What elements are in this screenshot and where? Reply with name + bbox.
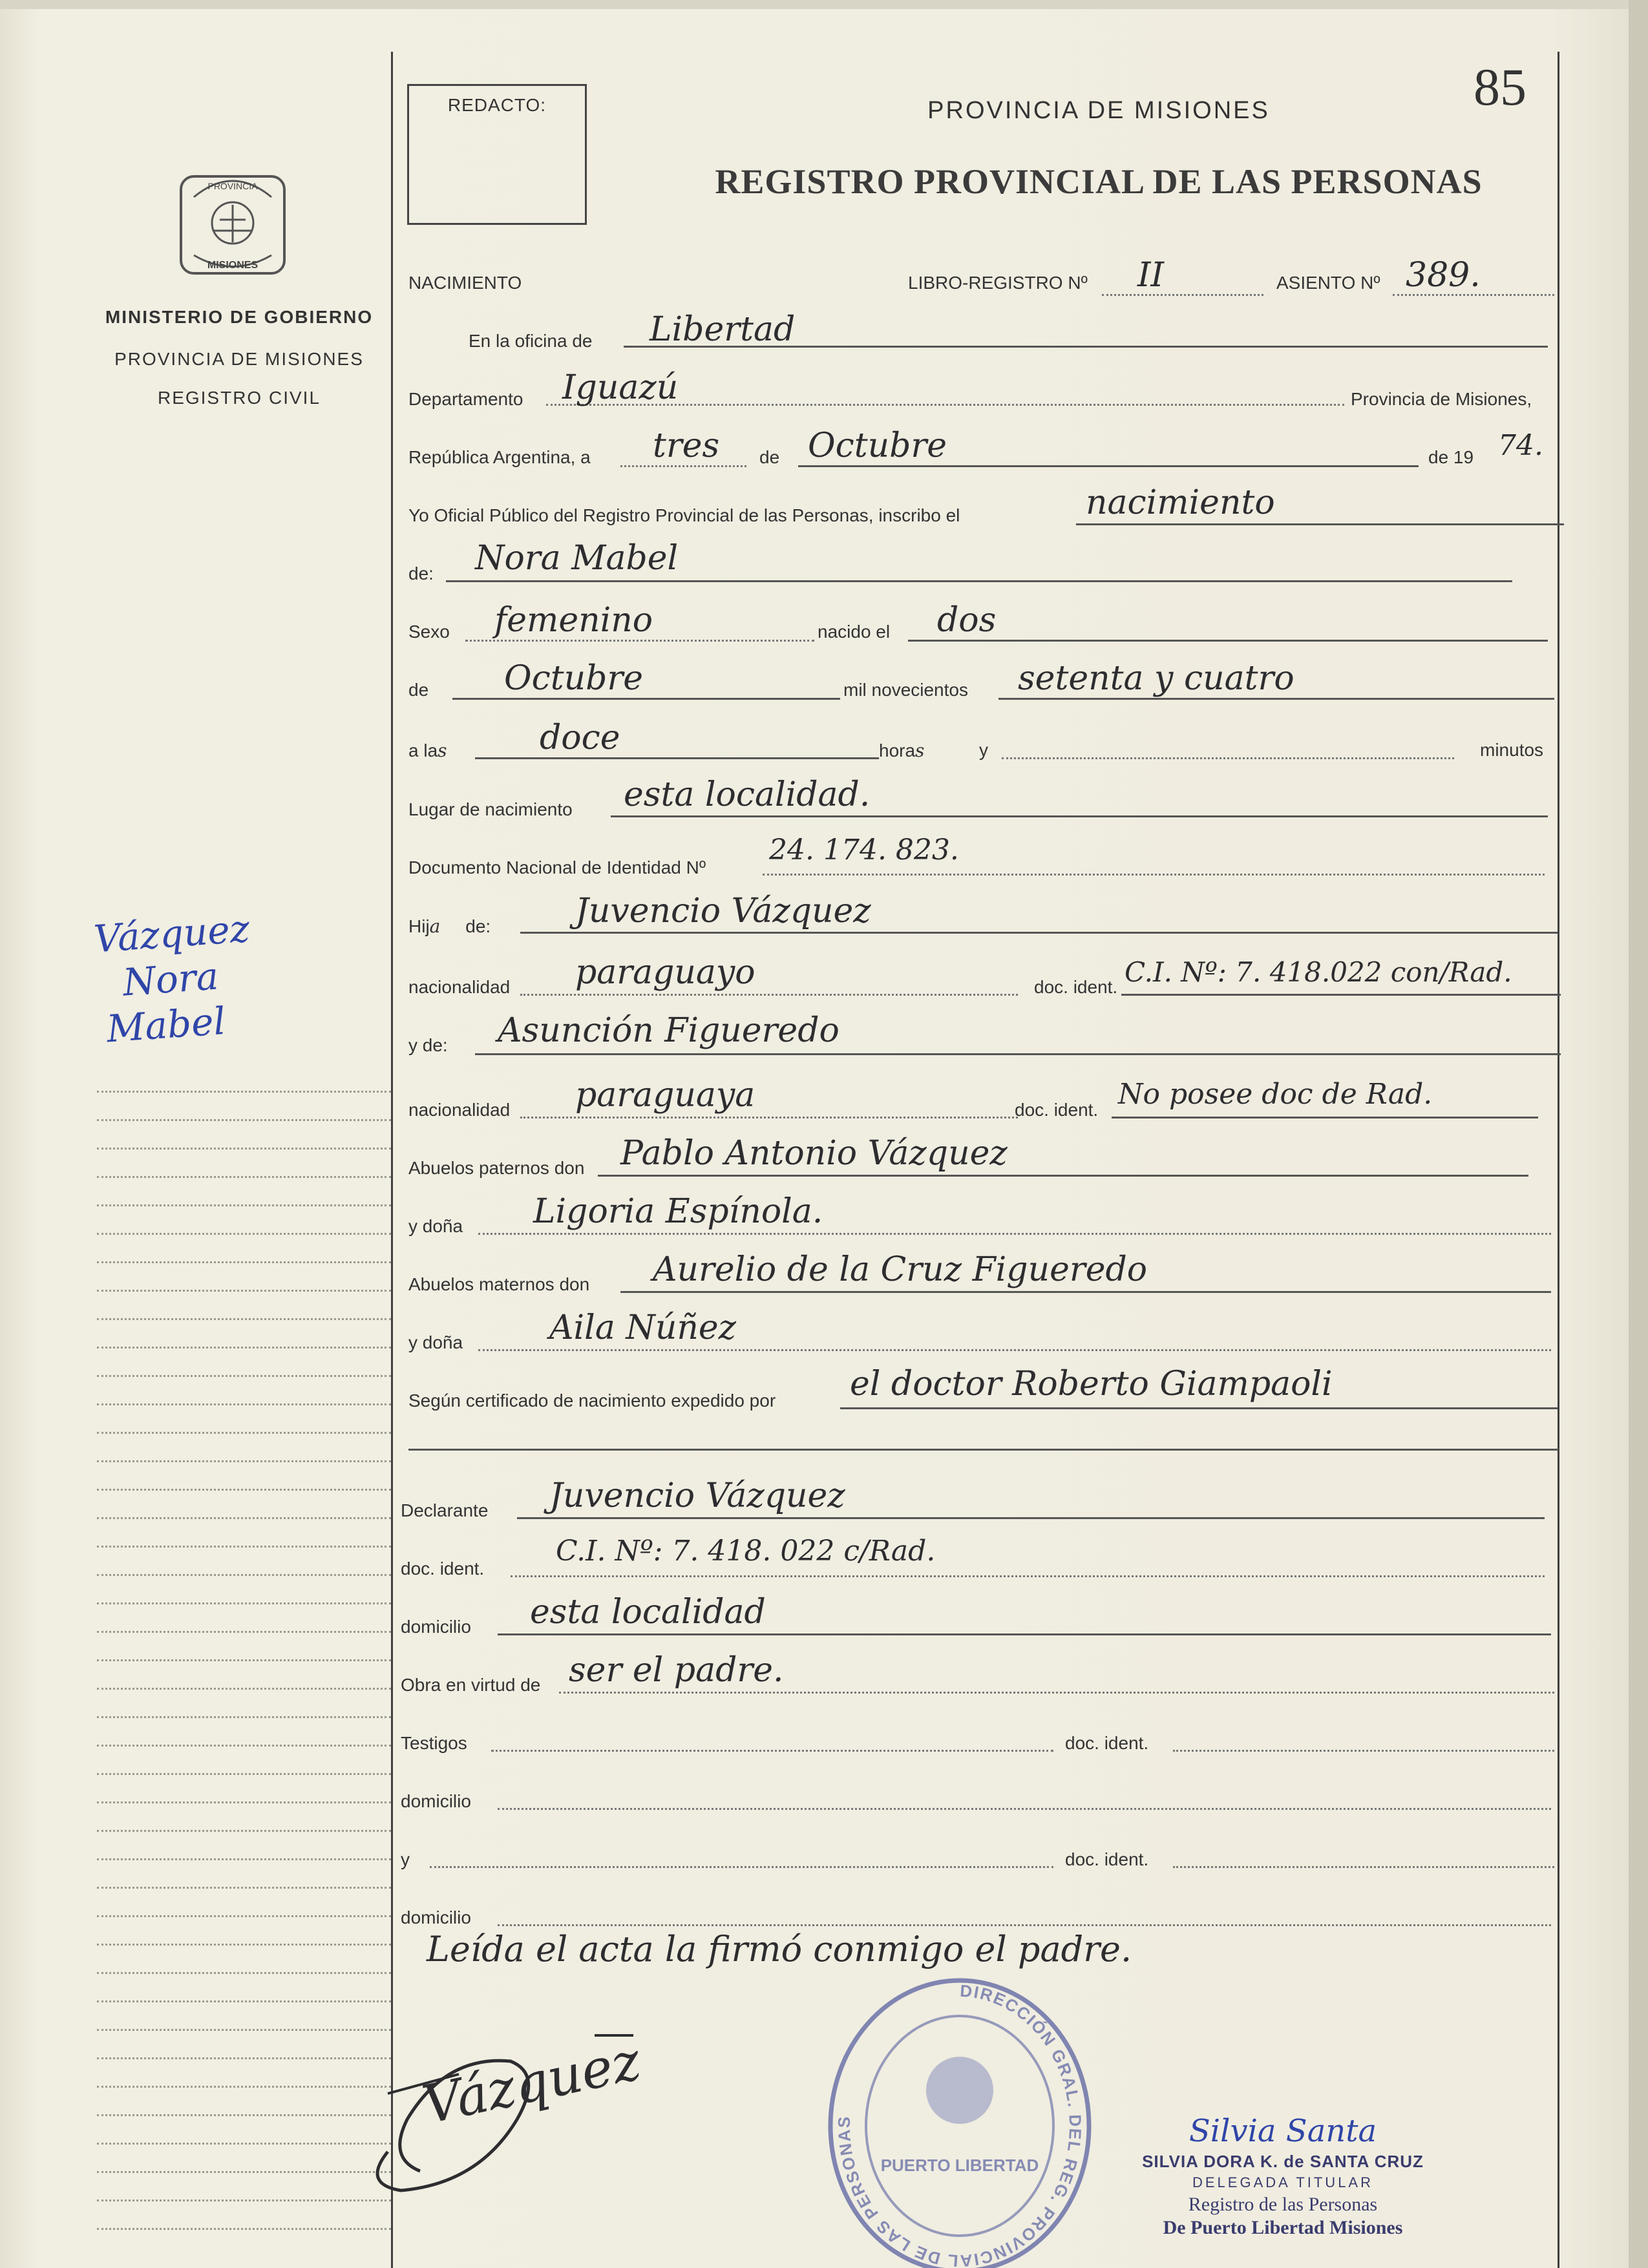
- left-column-rule: [391, 52, 393, 2268]
- margin-dotted-line: [97, 1119, 391, 1121]
- horas-suffix: s: [915, 740, 925, 761]
- nacido-label: nacido el: [818, 622, 891, 642]
- page-number: 85: [1474, 58, 1527, 116]
- left-province-label: PROVINCIA DE MISIONES: [114, 349, 364, 369]
- redacto-box: [407, 84, 587, 225]
- margin-dotted-line: [97, 1204, 391, 1206]
- y-de-label: y de:: [408, 1035, 448, 1055]
- margin-second-name: Mabel: [105, 998, 227, 1051]
- nombre-line: [446, 580, 1512, 582]
- abuela-pat-line: [478, 1233, 1551, 1235]
- padre-nac-value: paraguayo: [575, 953, 755, 992]
- closing-statement: Leída el acta la firmó conmigo el padre.: [427, 1929, 1132, 1969]
- registry-seal: [821, 1971, 1099, 2268]
- svg-text:DIRECCIÓN GRAL. DEL REG. PROVI: [834, 1981, 1085, 2268]
- margin-dotted-line: [97, 1290, 391, 1292]
- libro-value: II: [1137, 256, 1165, 295]
- testigo-domicilio-line: [498, 1808, 1551, 1810]
- nacido-line: [908, 640, 1548, 642]
- de-label: de: [759, 447, 780, 467]
- margin-surname: Vázquez: [92, 906, 251, 961]
- margin-dotted-line: [97, 2228, 391, 2230]
- seal-center-text: PUERTO LIBERTAD: [880, 2156, 1039, 2175]
- lugar-line: [611, 815, 1548, 817]
- madre-nac-line: [520, 1117, 1018, 1118]
- de-name-label: de:: [408, 563, 434, 583]
- registry-heading: REGISTRO PROVINCIAL DE LAS PERSONAS: [715, 162, 1483, 201]
- oficina-label: En la oficina de: [469, 331, 593, 351]
- madre-docident-label: doc. ident.: [1015, 1100, 1099, 1120]
- abuela-mat-value: Aila Núñez: [549, 1308, 736, 1347]
- hijo-prefix: Hij: [408, 916, 430, 936]
- certificado-value: el doctor Roberto Giampaoli: [850, 1365, 1333, 1403]
- abuela-mat-line: [478, 1349, 1551, 1351]
- a-la-text: a la: [408, 740, 438, 761]
- certificado-label: Según certificado de nacimiento expedido por: [408, 1391, 776, 1411]
- certificado-continuation-line: [408, 1449, 1559, 1451]
- decl-doc-value: C.I. Nº: 7. 418. 022 c/Rad.: [556, 1535, 936, 1568]
- margin-dotted-line: [97, 1944, 391, 1946]
- top-edge: [0, 0, 1648, 9]
- madre-doc-line: [1112, 1117, 1538, 1118]
- official-location: De Puerto Libertad Misiones: [1163, 2217, 1403, 2238]
- margin-dotted-line: [97, 1148, 391, 1150]
- y-label: y: [979, 740, 988, 760]
- margin-dotted-line: [97, 2029, 391, 2031]
- dia-line: [620, 465, 746, 467]
- y-dona-mat-label: y doña: [408, 1332, 463, 1352]
- abuelos-mat-label: Abuelos maternos don: [408, 1274, 590, 1294]
- declarante-label: Declarante: [401, 1500, 489, 1520]
- province-heading: PROVINCIA DE MISIONES: [927, 97, 1270, 124]
- departamento-value: Iguazú: [562, 368, 679, 407]
- right-column-rule: [1558, 52, 1559, 2268]
- hora-line: [475, 757, 879, 759]
- margin-dotted-line: [97, 1659, 391, 1661]
- horas-label: [879, 740, 924, 761]
- hijo-suffix: a: [429, 916, 441, 937]
- padre-doc-value: C.I. Nº: 7. 418.022 con/Rad.: [1125, 956, 1512, 988]
- margin-dotted-line: [97, 1887, 391, 1889]
- oficial-value: nacimiento: [1086, 483, 1275, 522]
- margin-dotted-line: [97, 1261, 391, 1263]
- margin-dotted-line: [97, 1716, 391, 1718]
- departamento-label: Departamento: [408, 389, 523, 409]
- mes-line: [798, 465, 1419, 467]
- padre-line: [520, 932, 1558, 934]
- a-la-suffix: s: [438, 740, 447, 761]
- de-mes-label: de: [408, 680, 429, 700]
- emblem-top-text: PROVINCIA: [207, 181, 258, 191]
- margin-dotted-line: [97, 2114, 391, 2116]
- margin-dotted-line: [97, 1602, 391, 1604]
- margin-dotted-line: [97, 1347, 391, 1349]
- minutos-label: minutos: [1480, 740, 1544, 760]
- margin-dotted-line: [97, 1801, 391, 1803]
- y-dona-pat-label: y doña: [408, 1216, 463, 1236]
- margin-dotted-line: [97, 1432, 391, 1434]
- testigo2-domicilio-label: domicilio: [401, 1907, 471, 1927]
- margin-dotted-line: [97, 1546, 391, 1548]
- margin-dotted-line: [97, 2143, 391, 2145]
- margin-dotted-line: [97, 1972, 391, 1974]
- margin-dotted-line: [97, 1830, 391, 1832]
- declarante-line: [517, 1517, 1545, 1519]
- margin-dotted-line: [97, 1233, 391, 1235]
- anio-value: 74.: [1498, 429, 1543, 462]
- nacido-mes-value: Octubre: [504, 659, 644, 698]
- testigo-domicilio-label: domicilio: [401, 1791, 471, 1811]
- domicilio-value: esta localidad: [530, 1593, 766, 1632]
- libro-label: LIBRO-REGISTRO Nº: [908, 273, 1088, 293]
- official-signature: Silvia Santa: [1188, 2113, 1377, 2149]
- oficial-text: Yo Oficial Público del Registro Provincial de las Personas, inscribo el: [408, 505, 960, 525]
- margin-dotted-line: [97, 1318, 391, 1320]
- margin-dotted-line: [97, 2057, 391, 2059]
- margin-dotted-line: [97, 1858, 391, 1860]
- margin-name-note: [92, 906, 257, 1052]
- sexo-value: femenino: [494, 601, 653, 640]
- mes-value: Octubre: [808, 426, 947, 465]
- madre-line: [475, 1053, 1561, 1055]
- margin-first-name: Nora: [121, 954, 220, 1005]
- padre-nac-line: [520, 994, 1018, 996]
- official-name: SILVIA DORA K. de SANTA CRUZ: [1142, 2152, 1424, 2171]
- margin-dotted-line: [97, 1773, 391, 1775]
- padre-docident-label: doc. ident.: [1034, 977, 1118, 997]
- oficial-line: [1076, 523, 1564, 525]
- margin-dotted-line: [97, 1517, 391, 1519]
- nombre-value: Nora Mabel: [475, 539, 679, 578]
- nacido-value: dos: [937, 601, 997, 640]
- domicilio-line: [498, 1633, 1551, 1635]
- republica-label: República Argentina, a: [408, 447, 591, 467]
- hora-value: doce: [540, 719, 620, 757]
- lugar-value: esta localidad.: [624, 775, 871, 814]
- margin-dotted-line: [97, 1403, 391, 1405]
- margin-dotted-line: [97, 2000, 391, 2002]
- madre-nac-label: nacionalidad: [408, 1100, 511, 1120]
- margin-dotted-line: [97, 1574, 391, 1576]
- abuelo-pat-line: [598, 1175, 1528, 1177]
- madre-doc-value: No posee doc de Rad.: [1118, 1078, 1433, 1111]
- testigo2-line: [430, 1866, 1053, 1868]
- obra-line: [559, 1692, 1554, 1694]
- margin-dotted-line: [97, 1489, 391, 1491]
- abuela-pat-value: Ligoria Espínola.: [533, 1192, 823, 1231]
- sexo-line: [465, 640, 814, 642]
- sexo-label: Sexo: [408, 622, 450, 642]
- margin-dotted-line: [97, 1176, 391, 1178]
- civil-registry-label: REGISTRO CIVIL: [157, 388, 321, 408]
- domicilio-label: domicilio: [401, 1617, 471, 1637]
- padre-nac-label: nacionalidad: [408, 977, 511, 997]
- declarante-value: Juvencio Vázquez: [549, 1476, 845, 1515]
- redacto-label: REDACTO:: [447, 95, 547, 115]
- margin-dotted-line: [97, 1745, 391, 1747]
- official-office: Registro de las Personas: [1188, 2194, 1378, 2215]
- emblem-bottom-text: MISIONES: [207, 260, 259, 271]
- a-la-label: [408, 740, 447, 761]
- oficina-value: Libertad: [650, 310, 796, 349]
- abuelo-pat-value: Pablo Antonio Vázquez: [620, 1134, 1008, 1173]
- margin-dotted-line: [97, 1915, 391, 1917]
- margin-dotted-line: [97, 1631, 391, 1633]
- margin-dotted-line: [97, 2200, 391, 2201]
- signature-text: Vázquez: [417, 2030, 646, 2137]
- provincial-emblem-icon: [174, 158, 291, 288]
- testigos-label: Testigos: [401, 1733, 467, 1753]
- declarant-signature: [349, 1990, 685, 2203]
- ministry-label: MINISTERIO DE GOBIERNO: [105, 307, 374, 327]
- abuelos-pat-label: Abuelos paternos don: [408, 1158, 585, 1178]
- nacido-mes-line: [452, 698, 840, 700]
- testigo-line: [491, 1750, 1053, 1752]
- binding-edge: [1629, 0, 1648, 2268]
- certificado-line: [840, 1407, 1558, 1409]
- anio-prefix: de 19: [1428, 447, 1474, 467]
- mil-line: [998, 698, 1554, 700]
- testigo-doc-line: [1173, 1750, 1554, 1752]
- madre-nac-value: paraguaya: [575, 1076, 755, 1115]
- padre-doc-line: [1121, 994, 1561, 996]
- margin-dotted-line: [97, 2086, 391, 2088]
- obra-value: ser el padre.: [569, 1651, 784, 1690]
- testigo2-domicilio-line: [498, 1924, 1551, 1926]
- dni-value: 24. 174. 823.: [769, 834, 959, 866]
- act-type-label: NACIMIENTO: [408, 273, 522, 293]
- mil-value: setenta y cuatro: [1018, 659, 1294, 698]
- lugar-label: Lugar de nacimiento: [408, 799, 573, 819]
- testigo2-y-label: y: [401, 1849, 410, 1869]
- abuelo-mat-value: Aurelio de la Cruz Figueredo: [653, 1250, 1148, 1289]
- horas-text: hora: [879, 740, 916, 761]
- dia-value: tres: [653, 426, 720, 465]
- official-title: DELEGADA TITULAR: [1192, 2174, 1373, 2190]
- margin-dotted-line: [97, 2171, 391, 2173]
- mil-label: mil novecientos: [843, 680, 968, 700]
- obra-label: Obra en virtud de: [401, 1675, 541, 1695]
- margin-dotted-line: [97, 1460, 391, 1462]
- testigo2-doc-line: [1173, 1866, 1554, 1868]
- provincia-suffix: Provincia de Misiones,: [1351, 389, 1532, 409]
- testigo-docident-label: doc. ident.: [1065, 1733, 1149, 1753]
- libro-line: [1102, 294, 1263, 296]
- madre-value: Asunción Figueredo: [498, 1011, 840, 1050]
- dni-label: Documento Nacional de Identidad Nº: [408, 857, 706, 877]
- hijo-label: [408, 916, 491, 937]
- margin-dotted-line: [97, 1091, 391, 1093]
- abuelo-mat-line: [620, 1291, 1551, 1293]
- decl-doc-label: doc. ident.: [401, 1559, 485, 1579]
- margin-dotted-line: [97, 1375, 391, 1377]
- margin-dotted-line: [97, 1688, 391, 1690]
- seal-ring-text: DIRECCIÓN GRAL. DEL REG. PROVINCIAL DE LAS PERSONAS: [834, 1980, 1086, 2268]
- minutos-line: [1002, 757, 1454, 759]
- dni-line: [763, 874, 1545, 876]
- hijo-de-label: de:: [465, 916, 491, 936]
- official-stamp: [1099, 2113, 1467, 2239]
- padre-value: Juvencio Vázquez: [575, 892, 871, 930]
- asiento-label: ASIENTO Nº: [1276, 273, 1380, 293]
- testigo2-docident-label: doc. ident.: [1065, 1849, 1149, 1869]
- asiento-value: 389.: [1406, 256, 1481, 295]
- decl-doc-line: [511, 1575, 1545, 1577]
